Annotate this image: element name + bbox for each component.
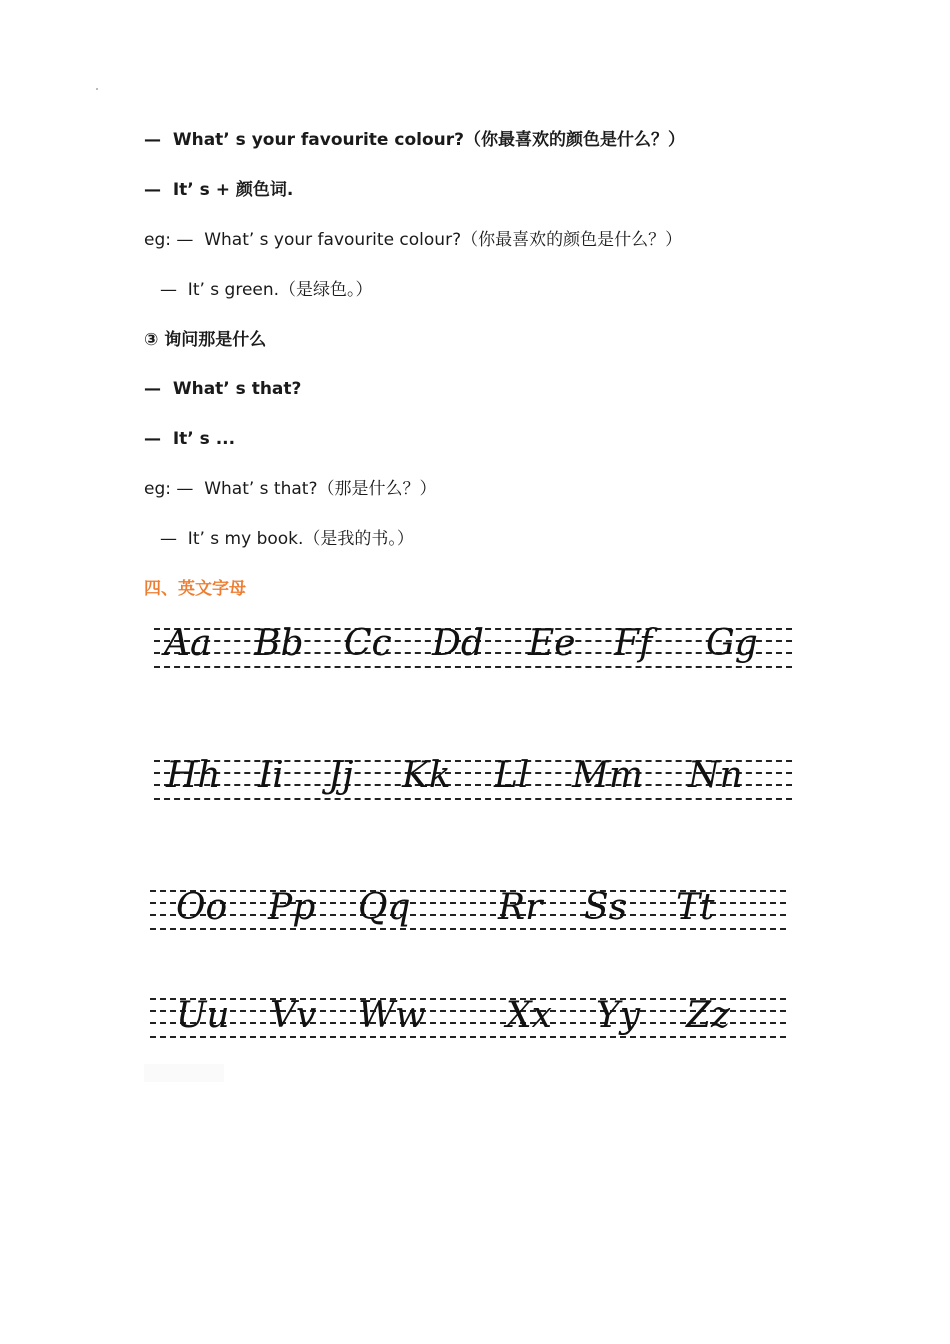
letter-mm: Mm [572, 755, 643, 796]
example-that-question: eg: — What’ s that?（那是什么？） [144, 479, 437, 499]
alphabet-row-3 [150, 888, 786, 932]
page-dot [96, 88, 98, 90]
alphabet-row-4 [150, 996, 786, 1040]
letter-yy: Yy [596, 995, 641, 1036]
letter-ff: Ff [614, 623, 653, 664]
example-colour-question: eg: — What’ s your favourite colour?（你最喜欢的颜色是什么？） [144, 230, 683, 250]
answer-colour-pattern: — It’ s + 颜色词. [144, 180, 294, 200]
section-heading-alphabet: 四、英文字母 [144, 579, 246, 599]
letter-ll: Ll [494, 755, 530, 796]
letter-oo: Oo [176, 887, 228, 928]
letter-jj: Jj [328, 755, 354, 796]
letter-bb: Bb [254, 623, 304, 664]
example-that-answer: — It’ s my book.（是我的书。） [160, 529, 414, 549]
letter-zz: Zz [686, 995, 730, 1036]
letter-ss: Ss [584, 887, 628, 928]
letter-hh: Hh [166, 755, 221, 796]
letter-qq: Qq [358, 887, 411, 928]
example-colour-answer: — It’ s green.（是绿色。） [160, 280, 373, 300]
faint-blank-area [144, 1064, 224, 1082]
letter-uu: Uu [176, 995, 230, 1036]
letter-ww: Ww [358, 995, 426, 1036]
answer-that-pattern: — It’ s ... [144, 429, 236, 449]
letter-cc: Cc [344, 623, 392, 664]
question-that: — What’ s that? [144, 379, 302, 399]
letter-nn: Nn [688, 755, 743, 796]
letter-pp: Pp [268, 887, 316, 928]
letter-xx: Xx [506, 995, 552, 1036]
question-colour: — What’ s your favourite colour?（你最喜欢的颜色是什么？） [144, 130, 685, 150]
letter-kk: Kk [402, 755, 451, 796]
letter-dd: Dd [432, 623, 484, 664]
letter-gg: Gg [706, 623, 758, 664]
alphabet-row-1 [154, 623, 792, 670]
letter-rr: Rr [498, 887, 543, 928]
letter-ee: Ee [528, 623, 576, 664]
letter-tt: Tt [676, 887, 715, 928]
alphabet-row-2 [154, 755, 792, 802]
section-ask-that: ③ 询问那是什么 [144, 330, 267, 350]
letter-vv: Vv [270, 995, 317, 1036]
letter-aa: Aa [164, 623, 212, 664]
letter-ii: Ii [258, 755, 284, 796]
